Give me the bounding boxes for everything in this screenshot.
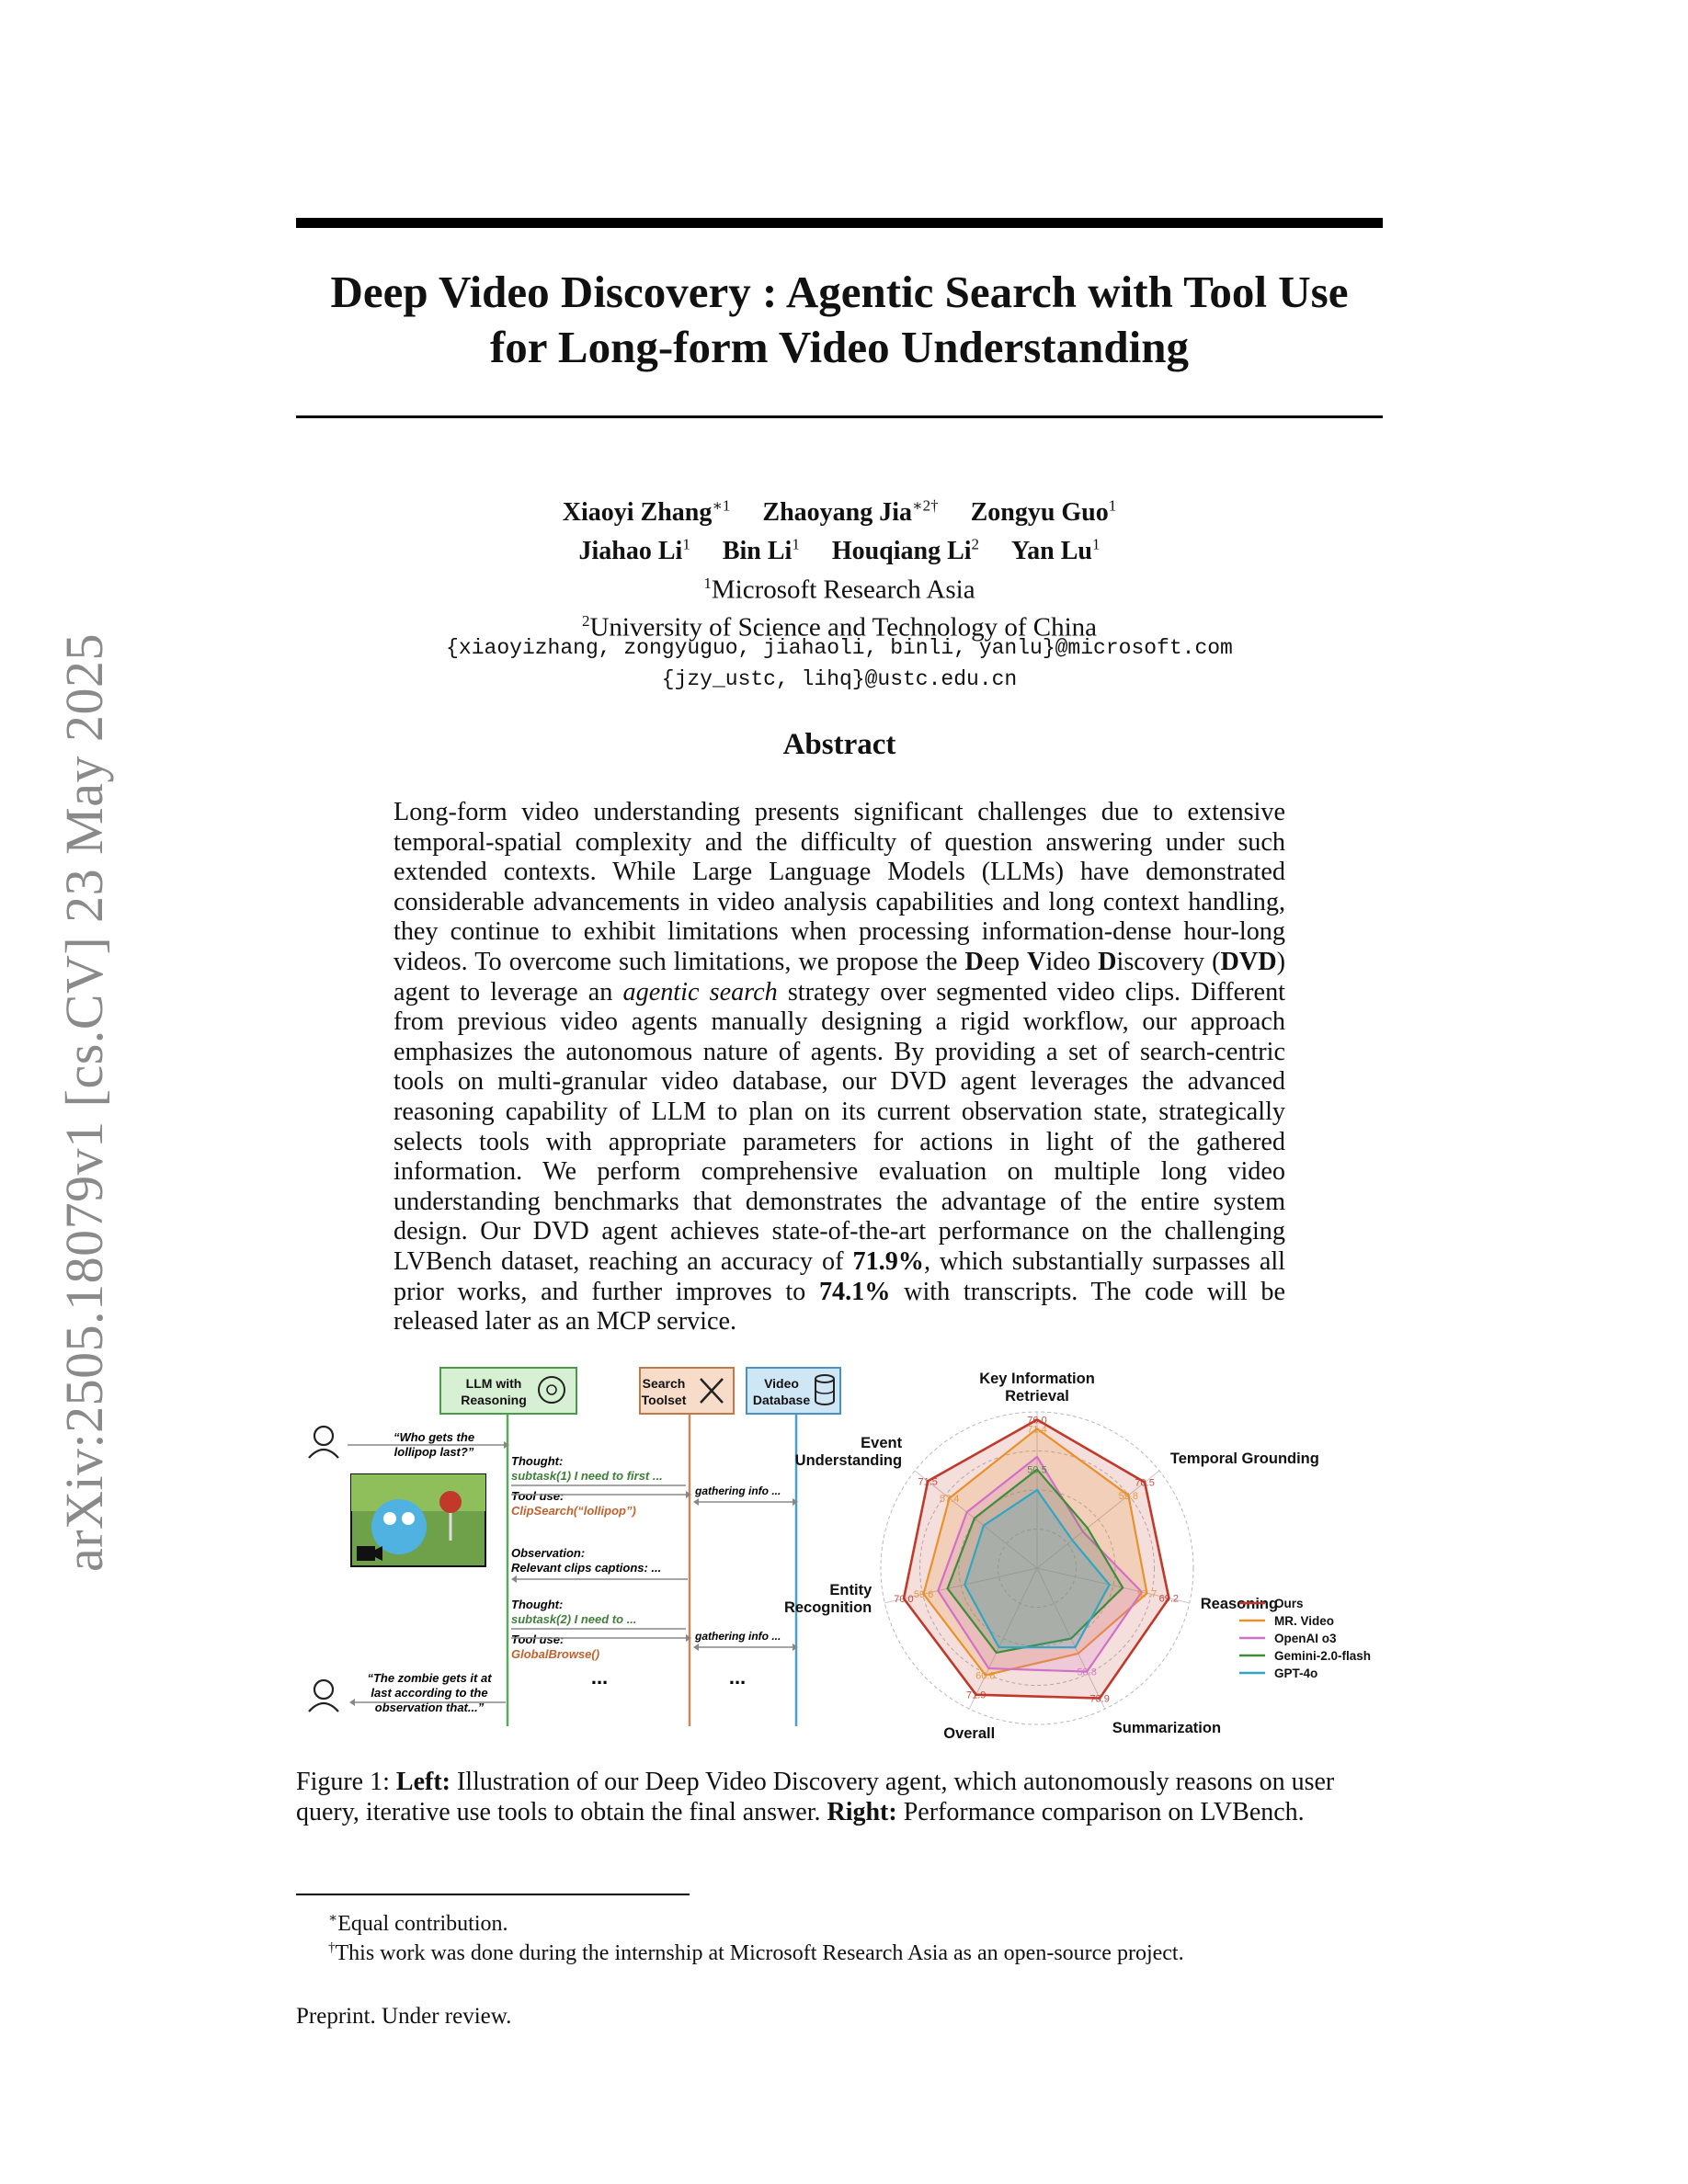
radar-value-label: 69.2 (1158, 1593, 1180, 1605)
gathering-text: gathering info ... (695, 1630, 781, 1643)
radar-axis-label: Key Information (979, 1371, 1095, 1387)
user-icon (309, 1427, 338, 1458)
llm-box (440, 1368, 576, 1414)
radar-chart (783, 1360, 1388, 1757)
observation-text: Relevant clips captions: ... (511, 1561, 662, 1575)
ellipsis: ... (590, 1666, 609, 1689)
radar-value-label: 59.6 (913, 1589, 934, 1601)
legend-label: OpenAI o3 (1274, 1632, 1337, 1645)
thought-label: Thought: (511, 1454, 564, 1468)
radar-axis-label: Reasoning (1200, 1595, 1279, 1612)
footnote-rule (296, 1894, 690, 1895)
user-question: “Who gets the (393, 1430, 475, 1444)
radar-value-label: 76.0 (1027, 1415, 1047, 1427)
legend-label: MR. Video (1274, 1614, 1335, 1628)
abstract-heading: Abstract (782, 728, 896, 761)
radar-value-label: 71.9 (965, 1689, 987, 1701)
radar-value-label: 58.8 (1077, 1666, 1097, 1678)
tool-use-label: Tool use: (511, 1632, 565, 1646)
subtask-text: subtask(2) I need to ... (511, 1612, 637, 1626)
arxiv-sidebar-label: arXiv:2505.18079v1 [cs.CV] 23 May 2025 (54, 632, 114, 1572)
affiliation: $^2$University of Science and Technology of China (581, 611, 1098, 643)
database-box-label-1: Video (764, 1376, 799, 1391)
search-box-label-2: Toolset (641, 1393, 687, 1407)
tool-call-text: ClipSearch(“lollipop”) (511, 1504, 636, 1518)
radar-axis-label: Temporal Grounding (1169, 1450, 1319, 1468)
author: Houqiang Li$^2$ (831, 535, 980, 565)
title-line-2: for Long-form Video Understanding (489, 322, 1189, 372)
agent-illustration (296, 1366, 857, 1734)
user-icon (309, 1680, 338, 1712)
paper-title (296, 265, 1383, 375)
author: Zhaoyang Jia$^{∗2\dagger}$ (762, 497, 939, 528)
radar-value-label: 60.8 (975, 1670, 996, 1682)
camera-icon (357, 1546, 382, 1561)
llm-box-label-1: LLM with (465, 1376, 522, 1391)
database-box-label-2: Database (752, 1393, 811, 1407)
radar-axis-label: Recognition (783, 1598, 873, 1616)
radar-axis-label: Retrieval (1005, 1388, 1069, 1405)
emails (296, 632, 1383, 695)
radar-axis-label: Event (861, 1435, 903, 1452)
author: Yan Lu$^1$ (1011, 535, 1101, 565)
database-box (747, 1368, 840, 1414)
radar-value-label: 70.0 (894, 1594, 914, 1606)
radar-axis-label: Understanding (794, 1452, 903, 1470)
radar-axis-label: Summarization (1112, 1720, 1222, 1737)
observation-label: Observation: (511, 1546, 586, 1560)
radar-value-label: 57.4 (939, 1493, 960, 1505)
tool-call-text: GlobalBrowse() (511, 1647, 600, 1661)
radar-value-label: 70.5 (1135, 1477, 1155, 1489)
thought-label: Thought: (511, 1598, 564, 1611)
radar-value-label: 73.9 (1089, 1693, 1110, 1705)
tool-use-label: Tool use: (511, 1489, 565, 1503)
title-bottom-rule (296, 415, 1383, 418)
author: Bin Li$^1$ (722, 535, 800, 565)
legend-label: Ours (1274, 1597, 1304, 1610)
answer-text: “The zombie gets it at (367, 1671, 492, 1685)
answer-text: observation that...” (374, 1701, 485, 1714)
answer-text: last according to the (371, 1686, 488, 1700)
preprint-note: Preprint. Under review. (296, 2004, 512, 2029)
affiliation: $^1$Microsoft Research Asia (703, 574, 975, 605)
radar-axis-label: Entity (829, 1581, 873, 1598)
legend-label: GPT-4o (1274, 1666, 1318, 1680)
llm-box-label-2: Reasoning (461, 1393, 527, 1407)
user-question: lollipop last?” (393, 1445, 474, 1459)
search-box (640, 1368, 734, 1414)
email-line: {xiaoyizhang, zongyuguo, jiahaoli, binli, yanlu}@microsoft.com (446, 636, 1233, 660)
email-line: {jzy_ustc, lihq}@ustc.edu.cn (661, 667, 1018, 691)
ellipsis: ... (728, 1666, 747, 1689)
gathering-text: gathering info ... (695, 1484, 781, 1497)
radar-value-label: 71.5 (918, 1476, 938, 1488)
author: Xiaoyi Zhang$^{∗1}$ (562, 497, 731, 528)
author: Zongyu Guo$^1$ (970, 497, 1117, 528)
video-thumbnail (351, 1474, 485, 1566)
subtask-text: subtask(1) I need to first ... (511, 1469, 663, 1483)
legend-label: Gemini-2.0-flash (1274, 1649, 1372, 1663)
radar-axis-label: Overall (943, 1725, 996, 1743)
search-box-label-1: Search (642, 1376, 686, 1391)
radar-value-label: 57.7 (1136, 1588, 1158, 1600)
radar-value-label: 71.4 (1027, 1424, 1047, 1436)
radar-series-group (904, 1420, 1169, 1699)
author: Jiahao Li$^1$ (578, 535, 690, 565)
abstract-body: Long-form video understanding presents significant challenges due to extensive temporal-spatial complexity and the difficulty of question answering under such extended contexts. While Large Language Models (LLMs) have demonstrated considerable advancements in video analysis capabilities and long context handling, they continue to exhibit limitations when processing information-dense hour-long videos. To overcome such limitations, we propose the Deep Video Discovery (DVD) agent to leverage an agentic search strategy over segmented video clips. Different from previous video agents manually designing a rigid workflow, our approach emphasizes the autonomous nature of agents. By providing a set of search-centric tools on multi-granular video database, our DVD agent leverages the advanced reasoning capability of LLM to plan on its current observation state, strategically selects tools with appropriate parameters for actions in light of the gathered information. We perform comprehensive evaluation on multiple long video understanding benchmarks that demonstrates the advantage of the entire system design. Our DVD agent achieves state-of-the-art performance on the challenging LVBench dataset, reaching an accuracy of 71.9%, which substantially surpasses all prior works, and further improves to 74.1% with transcripts. The code will be released later as an MCP service. (393, 798, 1285, 1337)
radar-value-label: 50.5 (1027, 1464, 1047, 1476)
figure-caption: Figure 1: Left: Illustration of our Deep Video Discovery agent, which autonomously reasons on user query, iterative use tools to obtain the final answer. Right: Performance comparison on LVBench. (296, 1768, 1335, 1826)
footnote: ∗Equal contribution. (328, 1911, 508, 1936)
footnote: †This work was done during the internship at Microsoft Research Asia as an open-source project. (328, 1940, 1184, 1965)
radar-value-label: 59.8 (1118, 1490, 1139, 1502)
title-top-rule (296, 218, 1383, 228)
author-list (296, 491, 1383, 567)
title-line-1: Deep Video Discovery : Agentic Search with Tool Use (330, 267, 1349, 317)
